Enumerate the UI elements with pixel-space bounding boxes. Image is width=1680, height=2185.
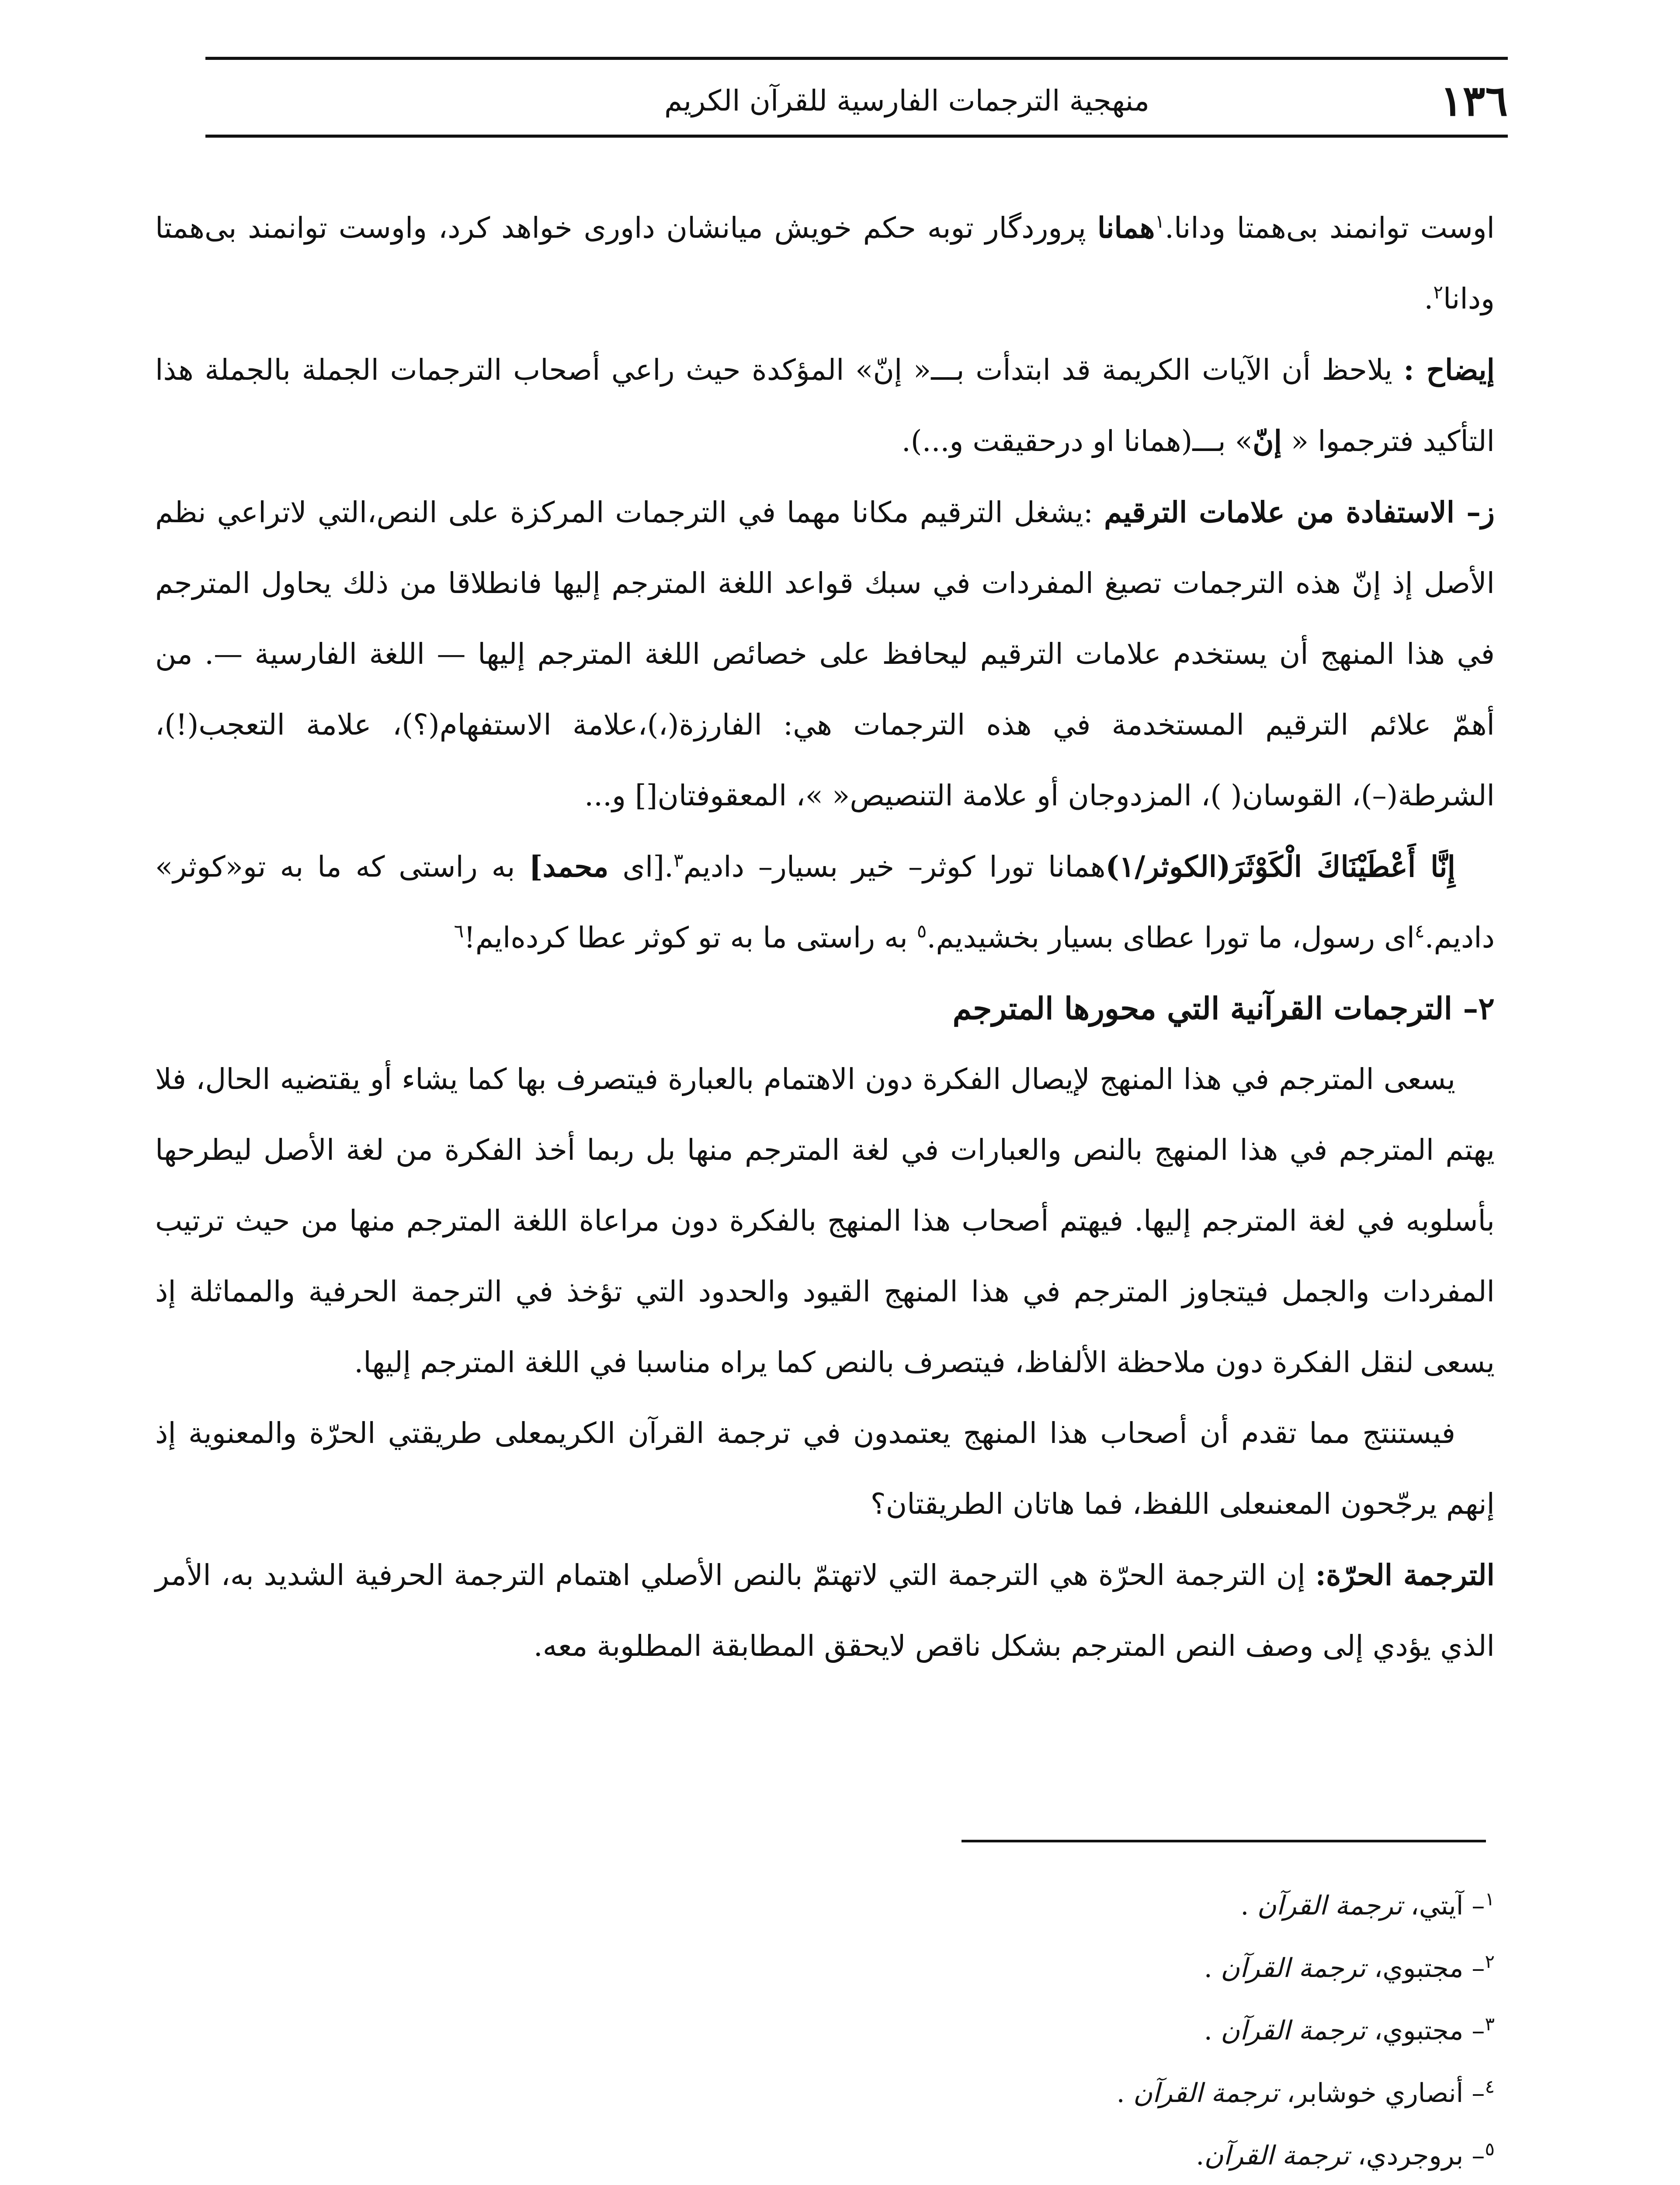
footnote-item: $^٣$– مجتبوي، ترجمة القرآن . — [1204, 2013, 1495, 2046]
footnote-ref: ١ — [1155, 211, 1165, 232]
punctuation-heading: ز– الاستفادة من علامات الترقيم — [1104, 495, 1495, 529]
header-top-rule — [205, 57, 1508, 60]
footnote-item: $^٥$– بروجردي، ترجمة القرآن. — [1196, 2138, 1495, 2171]
footnote-item: $^١$– آيتي، ترجمة القرآن . — [1240, 1888, 1495, 1921]
paragraph-conclusion: فيستنتج مما تقدم أن أصحاب هذا المنهج يعتمدون في ترجمة القرآن الكريمعلى طريقتي الحرّة والمعنوية إذ إنهم يرجّحون المعنىعلى اللفظ، فما هاتان الطريقتان؟ — [155, 1416, 1495, 1521]
footnote-separator — [961, 1840, 1486, 1842]
paragraph-clarification: إيضاح : يلاحظ أن الآيات الكريمة قد ابتدأت بـــ« إنّ» المؤكدة حيث راعي أصحاب الترجمات الجملة بالجملة هذا التأكيد فترجموا « إنّ» بـــ(همانا او درحقيقت و...). — [155, 353, 1495, 458]
free-translation-label: الترجمة الحرّة: — [1315, 1558, 1495, 1592]
main-text — [155, 192, 1495, 1682]
footnotes — [205, 1875, 1552, 2185]
footnote-ref: ٤ — [1415, 920, 1425, 942]
header-bottom-rule — [205, 135, 1508, 138]
paragraph-punctuation: ز– الاستفادة من علامات الترقيم :يشغل الترقيم مكانا مهما في الترجمات المركزة على النص،التي لاتراعي نظم الأصل إذ إنّ هذه الترجمات تصيغ المفردات في سبك قواعد اللغة المترجم إليها فانطلاقا من ذلك يحاول المترجم في هذا المنهج أن يستخدم علامات الترقيم ليحافظ على خصائص اللغة المترجم إليها — اللغة الفارسية —. من أهمّ علائم الترقيم المستخدمة في هذه الترجمات هي: الفارزة(،)،علامة الاستفهام(؟)، علامة التعجب(!)، الشرطة(–)، القوسان( )، المزدوجان أو علامة التنصيص« »، المعقوفتان[] و... — [155, 495, 1495, 812]
clarification-label: إيضاح : — [1403, 353, 1495, 387]
quran-verse: إِنَّا أَعْطَيْنَاكَ الْكَوْثَرَ — [1230, 850, 1455, 884]
footnote-item: $^٢$– مجتبوي، ترجمة القرآن . — [1204, 1951, 1495, 1984]
paragraph-translator-centered: يسعى المترجم في هذا المنهج لإيصال الفكرة دون الاهتمام بالعبارة فيتصرف بها كما يشاء أو يقتضيه الحال، فلا يهتم المترجم في هذا المنهج بالنص والعبارات في لغة المترجم منها بل ربما أخذ الفكرة من لغة الأصل ليطرحها بأسلوبه في لغة المترجم إليها. فيهتم أصحاب هذا المنهج بالفكرة دون مراعاة اللغة المترجم منها من حيث ترتيب المفردات والجمل فيتجاوز المترجم في هذا المنهج القيود والحدود التي تؤخذ في الترجمة الحرفية والمماثلة إذ يسعى لنقل الفكرة دون ملاحظة الألفاظ، فيتصرف بالنص كما يراه مناسبا في اللغة المترجم إليها. — [155, 1062, 1495, 1379]
paragraph-verse: إِنَّا أَعْطَيْنَاكَ الْكَوْثَرَ(الكوثر/١)همانا تورا كوثر– خير بسيار– دادیم$^٣$.[ای محمد] به راستی که ما به تو«کوثر» دادیم.$^٤$ای رسول، ما تورا عطای بسیار بخشیدیم.$^٥$ به راستی ما به تو کوثر عطا کرده‌ایم!$^٦$ — [155, 850, 1495, 954]
footnote-ref: ٥ — [916, 920, 927, 942]
section-heading: ٢– الترجمات القرآنية التي محورها المترجم — [952, 990, 1495, 1027]
page-number: ١٣٦ — [1440, 76, 1508, 125]
footnote-ref: ٣ — [673, 850, 684, 871]
paragraph-1: اوست توانمند بی‌همتا ودانا.$^١$همانا پروردگار توبه حکم خويش ميانشان داوری خواهد کرد، واوست توانمند بی‌همتا ودانا$^٢$. — [155, 211, 1495, 316]
verse-reference: (الكوثر/١) — [1105, 850, 1231, 884]
footnote-ref: ٢ — [1433, 281, 1443, 303]
footnote-item: $^٤$– أنصاري خوشابر، ترجمة القرآن . — [1116, 2076, 1495, 2109]
footnote-ref: ٦ — [454, 920, 464, 942]
paragraph-free-translation: الترجمة الحرّة: إن الترجمة الحرّة هي الترجمة التي لاتهتمّ بالنص الأصلي اهتمام الترجمة الحرفية الشديد به، الأمر الذي يؤدي إلى وصف النص المترجم بشكل ناقص لايحقق المطابقة المطلوبة معه. — [155, 1558, 1495, 1663]
page-header — [205, 66, 1508, 135]
running-title: منهجية الترجمات الفارسية للقرآن الكريم — [664, 83, 1150, 118]
